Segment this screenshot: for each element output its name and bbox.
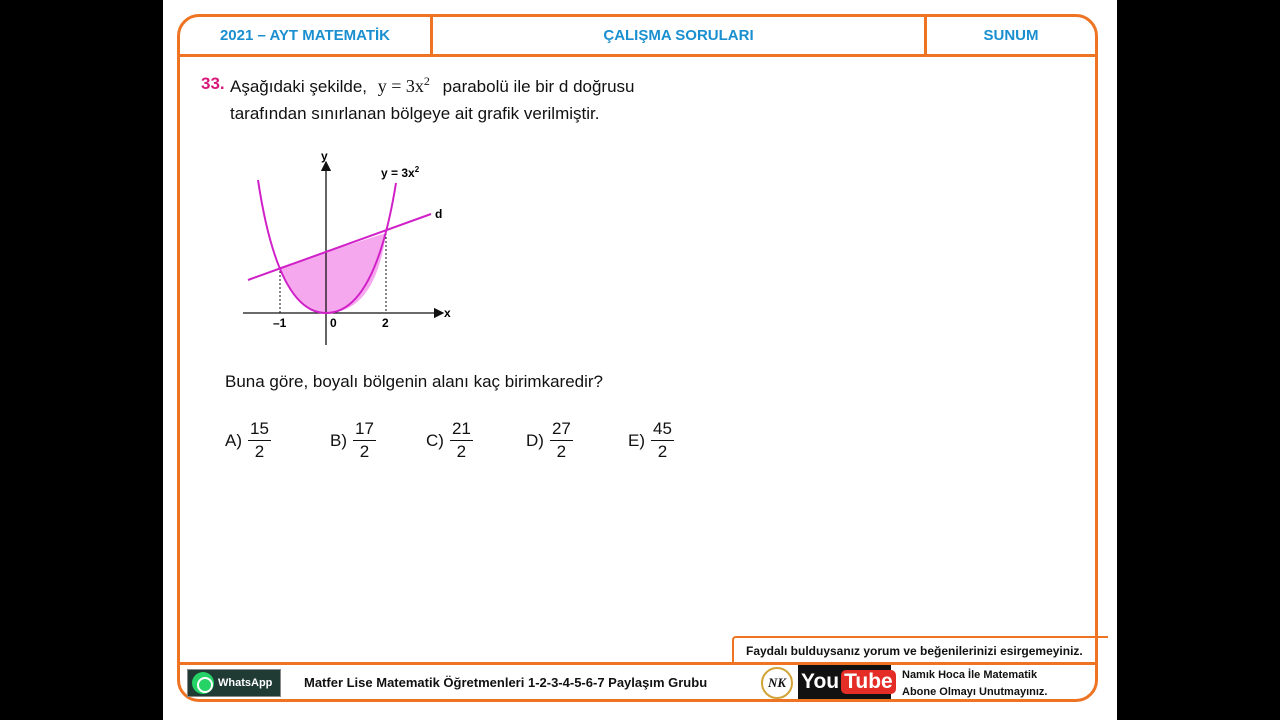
question-text-after: parabolü ile bir d doğrusu: [442, 77, 635, 96]
fraction-numerator: 27: [550, 418, 573, 441]
question-line-2: tarafından sınırlanan bölgeye ait grafik verilmiştir.: [230, 104, 600, 123]
parabola-line-graph: [233, 140, 463, 355]
whatsapp-badge[interactable]: [187, 669, 281, 697]
tick-label: –1: [273, 316, 287, 330]
header-bar: [180, 17, 1095, 57]
choice-label: C): [426, 430, 444, 450]
x-axis-label: x: [444, 306, 451, 320]
header-exam-title: 2021 – AYT MATEMATİK: [219, 27, 391, 44]
choice-label: B): [330, 430, 347, 450]
tick-label: 0: [330, 316, 337, 330]
group-name: Matfer Lise Matematik Öğretmenleri 1-2-3-4-5-6-7 Paylaşım Grubu: [304, 675, 708, 690]
parabola-equation: [378, 76, 430, 96]
subscribe-reminder: Abone Olmayı Unutmayınız.: [902, 686, 1048, 698]
youtube-tube-text: Tube: [841, 670, 896, 694]
choice-b[interactable]: [330, 418, 376, 463]
channel-name: Namık Hoca İle Matematik: [902, 669, 1038, 681]
whatsapp-label: WhatsApp: [218, 677, 273, 689]
nk-logo: NK: [761, 667, 793, 699]
fraction-denominator: 2: [657, 442, 668, 461]
shaded-region: [280, 233, 386, 313]
choice-e[interactable]: [628, 418, 674, 463]
curve-label-base: y = 3x: [381, 166, 415, 180]
channel-info: [902, 667, 1047, 701]
fraction-numerator: 15: [248, 418, 271, 441]
question-prompt: Buna göre, boyalı bölgenin alanı kaç birimkaredir?: [225, 372, 604, 391]
curve-label-exponent: 2: [414, 165, 420, 174]
choice-c[interactable]: [426, 418, 473, 463]
slide: [163, 0, 1117, 720]
choice-label: A): [225, 430, 242, 450]
choice-fraction: [450, 418, 473, 463]
fraction-denominator: 2: [359, 442, 370, 461]
fraction-denominator: 2: [456, 442, 467, 461]
footer-divider: [180, 662, 1095, 665]
choice-fraction: [550, 418, 573, 463]
header-presentation-label: SUNUM: [983, 27, 1039, 44]
choice-d[interactable]: [526, 418, 573, 463]
y-axis-label: y: [321, 149, 328, 163]
answer-choices: [225, 418, 745, 468]
equation-base: y = 3x: [377, 76, 424, 96]
feedback-note: Faydalı bulduysanız yorum ve beğenilerinizi esirgemeyiniz.: [732, 636, 1108, 663]
whatsapp-icon: [192, 672, 214, 694]
question-text-before: Aşağıdaki şekilde,: [230, 77, 368, 96]
choice-fraction: [248, 418, 271, 463]
fraction-denominator: 2: [254, 442, 265, 461]
line-label: d: [435, 207, 443, 221]
equation-exponent: 2: [423, 74, 430, 88]
choice-label: E): [628, 430, 645, 450]
question-line-1: [230, 74, 635, 97]
fraction-denominator: 2: [556, 442, 567, 461]
question-number: 33.: [201, 74, 225, 93]
fraction-numerator: 21: [450, 418, 473, 441]
choice-a[interactable]: [225, 418, 271, 463]
youtube-logo[interactable]: [798, 665, 891, 699]
tick-label: 2: [382, 316, 389, 330]
choice-fraction: [651, 418, 674, 463]
fraction-numerator: 17: [353, 418, 376, 441]
fraction-numerator: 45: [651, 418, 674, 441]
youtube-you-text: You: [801, 670, 840, 693]
choice-fraction: [353, 418, 376, 463]
curve-label: [381, 165, 420, 180]
choice-label: D): [526, 430, 544, 450]
header-section-title: ÇALIŞMA SORULARI: [603, 27, 754, 44]
